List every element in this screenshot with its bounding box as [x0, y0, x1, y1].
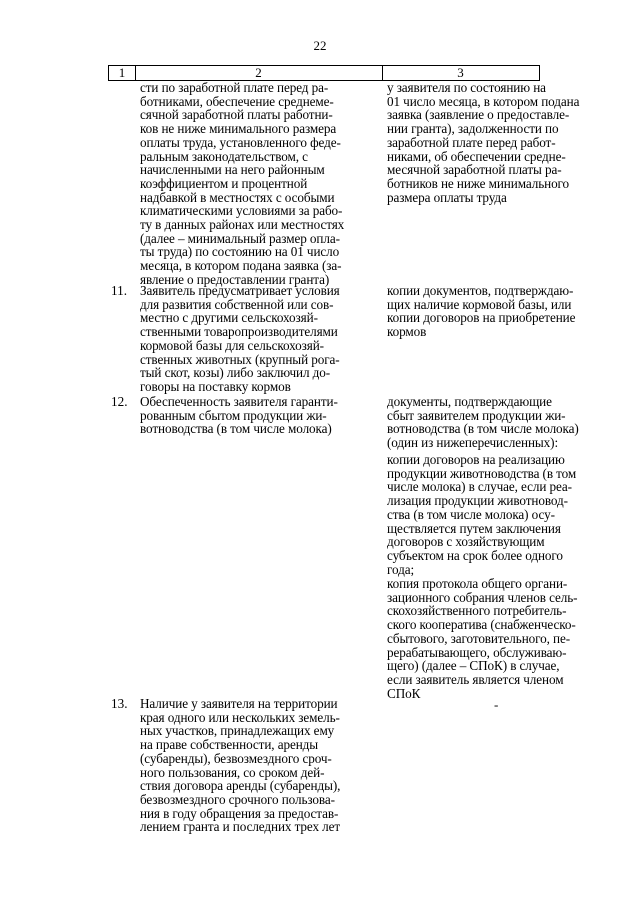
- row-12-documents: документы, подтверждающие сбыт заявителем продукции жи- вотноводства (в том числе молока) (один из нижеперечисленных):: [387, 394, 579, 451]
- row-13-number: 13.: [111, 696, 128, 711]
- continued-documents-text: у заявителя по состоянию на 01 число месяца, в котором подана заявка (заявление о предоставле- нии гранта), задолженности по заработной плате перед работ- никами, об обеспечении средне- месячной заработной платы ра- ботников не ниже минимального размера оплаты труда: [387, 80, 580, 205]
- table-header-row: [108, 65, 540, 81]
- continued-criterion-text: сти по заработной плате перед ра- ботниками, обеспечение среднеме- сячной заработной платы работни- ков не ниже минимального размера оплаты труда, установленного феде- ральным законодательством, с начисленными на него районным коэффициентом и процентной надбавкой в местностях с особыми климатическими условиями за рабо- ту в данных районах или местностях (далее – минимальный размер опла- ты труда) по состоянию на 01 число месяца, в котором подана заявка (за- явление о предоставлении гранта): [140, 80, 345, 287]
- header-col-2: 2: [135, 66, 383, 80]
- header-col-3: 3: [457, 65, 464, 80]
- row-11-documents: копии документов, подтверждаю- щих наличие кормовой базы, или копии договоров на приобретение кормов: [387, 283, 576, 340]
- page-number: 22: [313, 38, 327, 53]
- row-11-number: 11.: [111, 283, 127, 298]
- row-11-criterion: Заявитель предусматривает условия для развития собственной или сов- местно с другими сельскохозяй- ственными товаропроизводителями кормовой базы для сельскохозяй- ственных животных (крупный рога- тый скот, козы) либо заключил до- говоры на поставку кормов: [140, 283, 340, 394]
- row-13-documents: -: [494, 697, 499, 712]
- row-13-criterion: Наличие у заявителя на территории края одного или нескольких земель- ных участков, принадлежащих ему на праве собственности, аренды (субаренды), безвозмездного сроч- ного пользования, со сроком дей- ствия договора аренды (субаренды), безвозмездного срочного пользова- ния в году обращения за предостав- лением гранта и последних трех лет: [140, 696, 341, 835]
- header-col-1: 1: [109, 66, 136, 80]
- row-12-criterion: Обеспеченность заявителя гаранти- рованным сбытом продукции жи- вотноводства (в том числе молока): [140, 394, 338, 437]
- row-12-documents-option-a: копии договоров на реализацию продукции животноводства (в том числе молока) в случае, если реа- лизация продукции животновод- ства (в том числе молока) осу- ществляется путем заключения договоров с хозяйствующим субъектом на срок более одного года;: [387, 452, 577, 577]
- row-12-documents-option-b: копия протокола общего органи- зационного собрания членов сель- скохозяйственного потребитель- ского кооператива (снабженческо- сбытового, заготовительного, пе- рерабатывающего, обслуживаю- щего) (далее – СПоК) в случае, если заявитель является членом СПоК: [387, 576, 578, 701]
- row-12-number: 12.: [111, 394, 128, 409]
